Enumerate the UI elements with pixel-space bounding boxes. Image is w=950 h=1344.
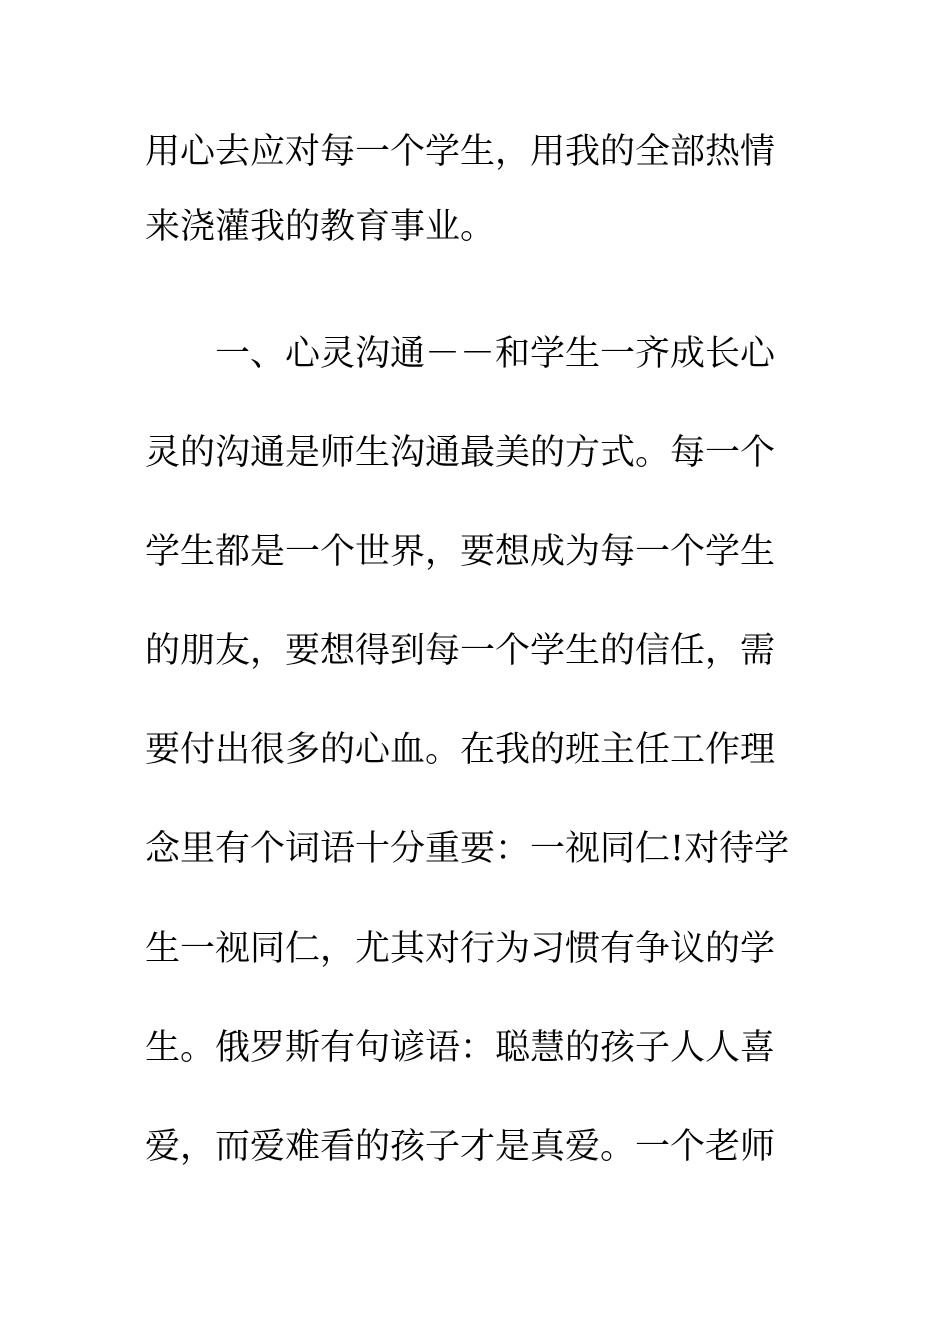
text-line: 的朋友，要想得到每一个学生的信任，需 [145,631,776,671]
text-line: 生一视同仁，尤其对行为习惯有争议的学 [145,929,776,969]
text-line: 来浇灌我的教育事业。 [145,207,496,247]
text-line: 用心去应对每一个学生，用我的全部热情 [145,132,776,172]
text-line: 爱，而爱难看的孩子才是真爱。一个老师 [145,1127,776,1167]
text-line: 生。俄罗斯有句谚语：聪慧的孩子人人喜 [145,1028,776,1068]
text-line: 念里有个词语十分重要：一视同仁!对待学 [145,829,790,869]
text-line: 要付出很多的心血。在我的班主任工作理 [145,730,776,770]
section-heading-line: 一、心灵沟通－－和学生一齐成长心 [215,334,776,374]
text-line: 灵的沟通是师生沟通最美的方式。每一个 [145,433,776,473]
text-line: 学生都是一个世界，要想成为每一个学生 [145,532,776,572]
